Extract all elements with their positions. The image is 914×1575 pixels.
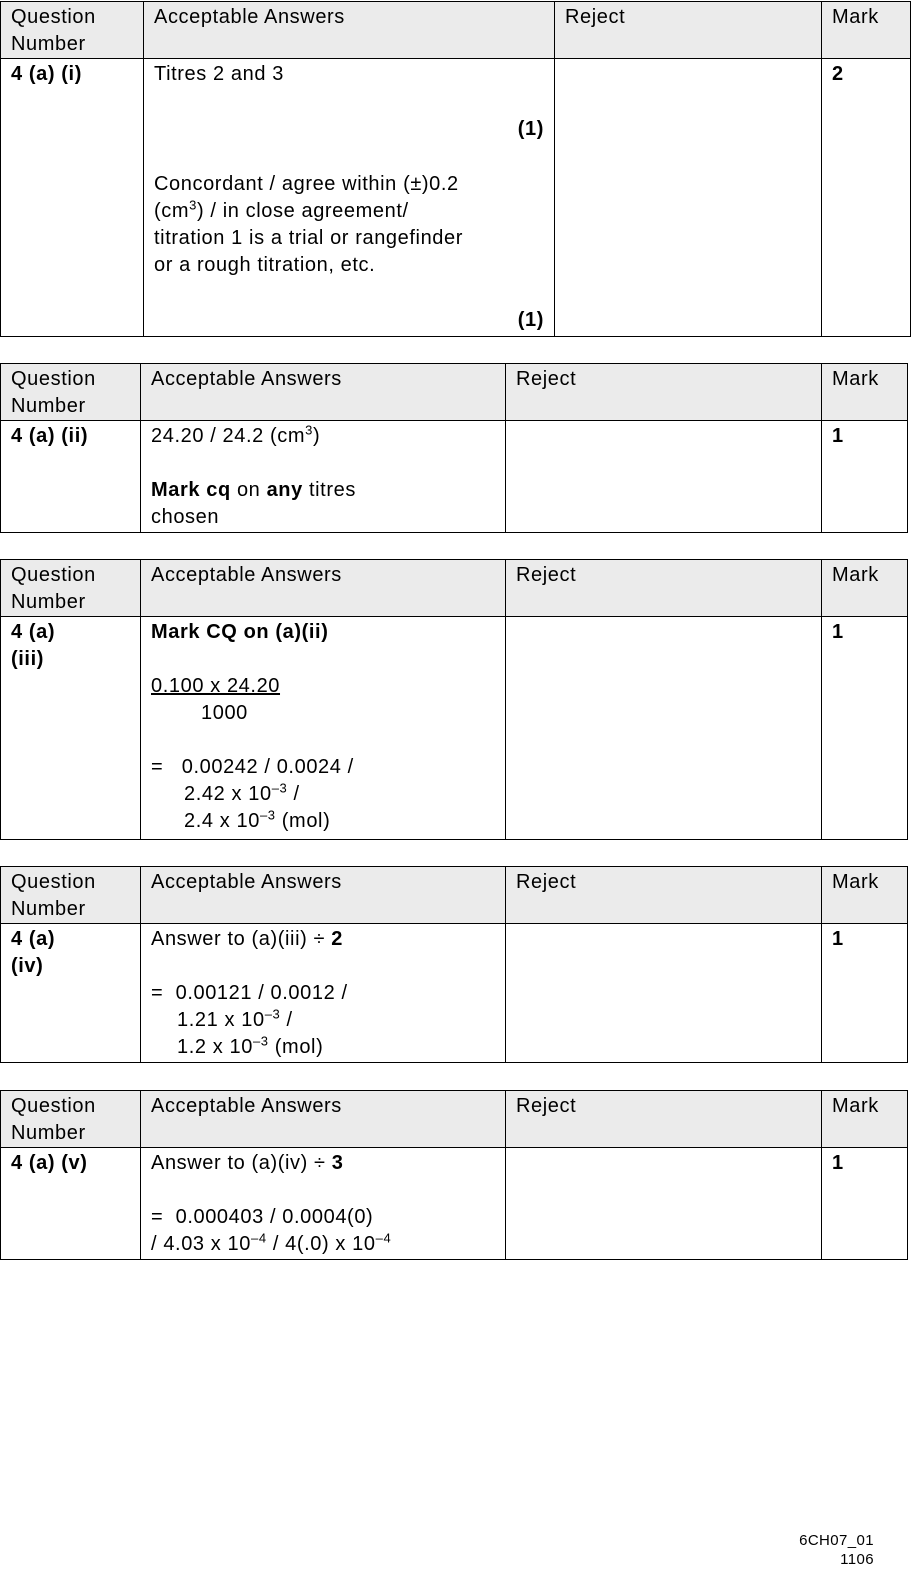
- table-header-row: [1, 2, 911, 59]
- answer-text: Answer to (a)(iv) ÷: [151, 1152, 332, 1174]
- acceptable-answer: [141, 1148, 506, 1260]
- reject-cell: [506, 1148, 822, 1260]
- answer-text: 2.4 x 10: [184, 810, 260, 832]
- superscript: –4: [375, 1230, 392, 1246]
- page-number: 1106: [840, 1551, 874, 1568]
- acceptable-answer: [141, 924, 506, 1063]
- header-acceptable-answers: Acceptable Answers: [141, 560, 506, 617]
- question-number: 4 (a) (ii): [1, 421, 141, 533]
- answer-line: [151, 926, 495, 953]
- header-mark: Mark: [822, 2, 911, 59]
- superscript: 3: [305, 422, 313, 438]
- answer-line: [151, 1034, 495, 1061]
- answer-line: chosen: [151, 506, 220, 528]
- mark-value: 2: [822, 59, 911, 337]
- table-row: [1, 924, 908, 1063]
- answer-line: [151, 477, 495, 504]
- header-reject: Reject: [506, 867, 822, 924]
- header-reject: Reject: [506, 560, 822, 617]
- reject-cell: [506, 924, 822, 1063]
- question-number-part: (iii): [11, 648, 44, 670]
- superscript: 3: [189, 197, 197, 213]
- answer-text: (mol): [268, 1036, 324, 1058]
- answer-line: [151, 781, 495, 808]
- answer-text: 1.2 x 10: [177, 1036, 253, 1058]
- reject-cell: [555, 59, 822, 337]
- answer-text: ) / in close agreement/: [196, 200, 409, 222]
- answer-line: = 0.00242 / 0.0024 /: [151, 756, 354, 778]
- header-mark: Mark: [822, 867, 908, 924]
- acceptable-answer: [141, 421, 506, 533]
- table-row: [1, 59, 911, 337]
- header-reject: Reject: [506, 364, 822, 421]
- answer-line: [154, 198, 544, 225]
- acceptable-answer: [144, 59, 555, 337]
- answer-text: 24.20 / 24.2 (cm: [151, 425, 306, 447]
- answer-text: / 4(.0) x 10: [266, 1233, 376, 1255]
- question-number-part: 4 (a): [11, 928, 56, 950]
- answer-text: (mol): [275, 810, 331, 832]
- mark-cq-label: Mark CQ on (a)(ii): [151, 621, 329, 643]
- part-mark: (1): [517, 118, 544, 140]
- part-mark: (1): [517, 309, 544, 331]
- superscript: –3: [259, 807, 276, 823]
- markscheme-table-4aiii: [0, 559, 908, 840]
- answer-line: [151, 808, 495, 835]
- answer-line: Titres 2 and 3: [154, 63, 284, 85]
- markscheme-table-4aiv: [0, 866, 908, 1063]
- mark-value: 1: [822, 924, 908, 1063]
- mark-value: 1: [822, 617, 908, 840]
- divisor: 2: [331, 928, 344, 950]
- header-acceptable-answers: Acceptable Answers: [141, 364, 506, 421]
- answer-text: / 4.03 x 10: [151, 1233, 251, 1255]
- header-mark: Mark: [822, 560, 908, 617]
- header-acceptable-answers: Acceptable Answers: [141, 1091, 506, 1148]
- table-row: [1, 1148, 908, 1260]
- acceptable-answer: [141, 617, 506, 840]
- answer-line: titration 1 is a trial or rangefinder: [154, 227, 464, 249]
- fraction-denominator: 1000: [201, 702, 248, 724]
- answer-text: (cm: [154, 200, 190, 222]
- question-number: [1, 617, 141, 840]
- answer-text: on: [230, 479, 267, 501]
- divisor: 3: [331, 1152, 344, 1174]
- table-header-row: [1, 867, 908, 924]
- answer-line: Concordant / agree within (±)0.2: [154, 173, 459, 195]
- table-header-row: [1, 364, 908, 421]
- table-header-row: [1, 1091, 908, 1148]
- mark-cq-label: Mark cq: [151, 479, 231, 501]
- mark-value: 1: [822, 1148, 908, 1260]
- table-header-row: [1, 560, 908, 617]
- answer-line: [151, 1231, 495, 1258]
- question-number-part: 4 (a): [11, 621, 56, 643]
- superscript: –3: [271, 780, 288, 796]
- header-question-number: Question Number: [1, 364, 141, 421]
- header-mark: Mark: [822, 1091, 908, 1148]
- header-reject: Reject: [555, 2, 822, 59]
- header-question-number: Question Number: [1, 867, 141, 924]
- markscheme-table-4ai: [0, 1, 911, 337]
- answer-line: or a rough titration, etc.: [154, 254, 376, 276]
- answer-text: ): [312, 425, 321, 447]
- reject-cell: [506, 421, 822, 533]
- answer-emphasis: any: [266, 479, 303, 501]
- page-footer: [799, 1531, 874, 1569]
- header-question-number: Question Number: [1, 1091, 141, 1148]
- superscript: –3: [264, 1006, 281, 1022]
- header-acceptable-answers: Acceptable Answers: [141, 867, 506, 924]
- paper-code: 6CH07_01: [799, 1532, 874, 1549]
- answer-text: 1.21 x 10: [177, 1009, 265, 1031]
- question-number-part: (iv): [11, 955, 44, 977]
- question-number: [1, 924, 141, 1063]
- superscript: –3: [252, 1033, 269, 1049]
- answer-line: = 0.00121 / 0.0012 /: [151, 982, 348, 1004]
- header-reject: Reject: [506, 1091, 822, 1148]
- header-acceptable-answers: Acceptable Answers: [144, 2, 555, 59]
- mark-value: 1: [822, 421, 908, 533]
- answer-line: [151, 423, 495, 450]
- answer-text: titres: [302, 479, 356, 501]
- answer-line: [151, 1007, 495, 1034]
- markscheme-table-4av: [0, 1090, 908, 1260]
- numerator-text: 0.100 x 24.20: [151, 675, 281, 697]
- question-number: 4 (a) (i): [1, 59, 144, 337]
- markscheme-table-4aii: [0, 363, 908, 533]
- answer-line: [151, 1150, 495, 1177]
- answer-text: 2.42 x 10: [184, 783, 272, 805]
- table-row: [1, 617, 908, 840]
- table-row: [1, 421, 908, 533]
- answer-text: /: [280, 1009, 293, 1031]
- question-number: 4 (a) (v): [1, 1148, 141, 1260]
- reject-cell: [506, 617, 822, 840]
- answer-text: Answer to (a)(iii) ÷: [151, 928, 332, 950]
- answer-text: /: [287, 783, 300, 805]
- answer-line: = 0.000403 / 0.0004(0): [151, 1206, 374, 1228]
- fraction-numerator: [151, 673, 495, 700]
- header-question-number: Question Number: [1, 560, 141, 617]
- superscript: –4: [251, 1230, 267, 1246]
- header-question-number: Question Number: [1, 2, 144, 59]
- header-mark: Mark: [822, 364, 908, 421]
